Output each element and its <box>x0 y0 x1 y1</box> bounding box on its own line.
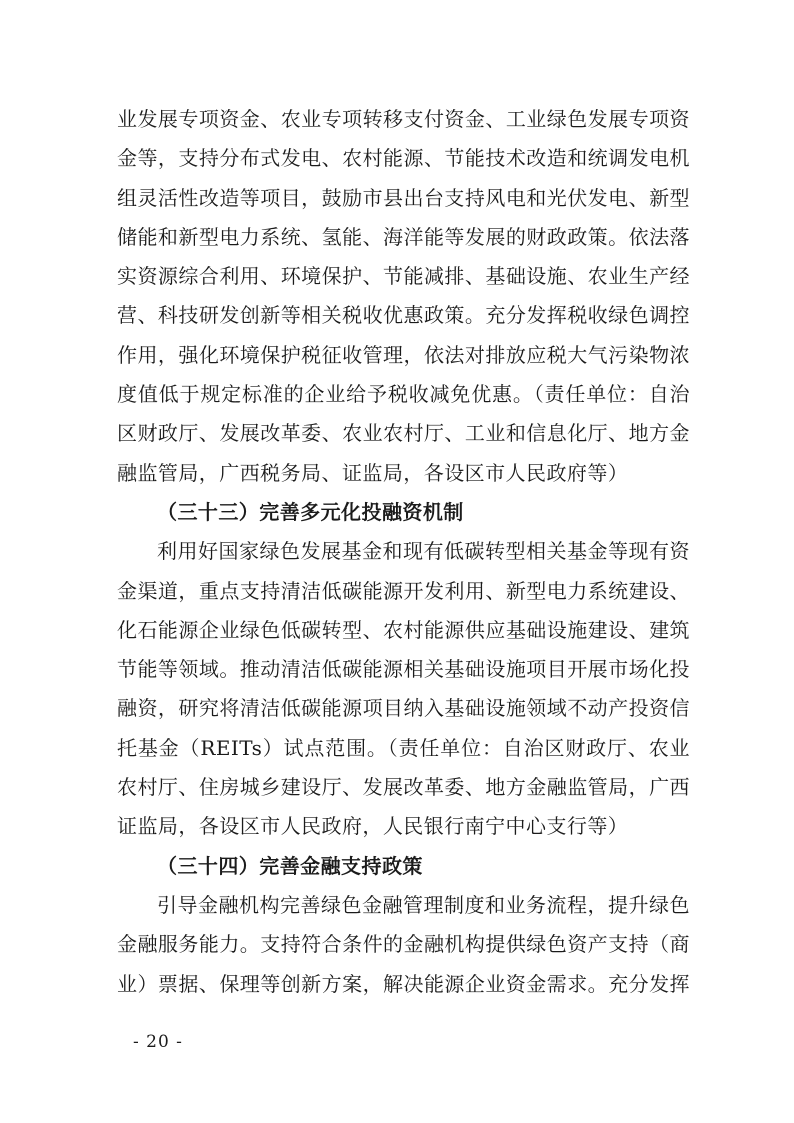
text-line: 化石能源企业绿色低碳转型、农村能源供应基础设施建设、建筑 <box>117 617 690 642</box>
text-line: 业发展专项资金、农业专项转移支付资金、工业绿色发展专项资 <box>117 107 690 131</box>
paragraph <box>117 886 690 1004</box>
text-line: 实资源综合利用、环境保护、节能减排、基础设施、农业生产经 <box>117 264 690 289</box>
text-line: 利用好国家绿色发展基金和现有低碳转型相关基金等现有资 <box>157 539 690 564</box>
text-line: 农村厅、住房城乡建设厅、发展改革委、地方金融监管局，广西 <box>117 775 690 800</box>
section-heading: （三十四）完善金融支持政策 <box>157 853 423 878</box>
text-line: 金融服务能力。支持符合条件的金融机构提供绿色资产支持（商 <box>117 932 690 957</box>
text-line: 金渠道，重点支持清洁低碳能源开发利用、新型电力系统建设、 <box>117 578 690 603</box>
paragraph <box>117 100 690 493</box>
text-line: 储能和新型电力系统、氢能、海洋能等发展的财政政策。依法落 <box>117 224 690 249</box>
text-line: 组灵活性改造等项目，鼓励市县出台支持风电和光伏发电、新型 <box>117 185 690 210</box>
text-line: 引导金融机构完善绿色金融管理制度和业务流程，提升绿色 <box>157 892 690 917</box>
text-line: 节能等领域。推动清洁低碳能源相关基础设施项目开展市场化投 <box>117 657 690 682</box>
body-text <box>117 100 690 1004</box>
paragraph <box>117 532 690 846</box>
text-line: 证监局，各设区市人民政府，人民银行南宁中心支行等） <box>117 814 629 839</box>
text-line: 区财政厅、发展改革委、农业农村厅、工业和信息化厅、地方金 <box>117 421 690 446</box>
text-line: 营、科技研发创新等相关税收优惠政策。充分发挥税收绿色调控 <box>117 303 690 328</box>
text-line: 融监管局，广西税务局、证监局，各设区市人民政府等） <box>117 460 629 485</box>
text-line: 作用，强化环境保护税征收管理，依法对排放应税大气污染物浓 <box>117 342 690 367</box>
text-line: 业）票据、保理等创新方案，解决能源企业资金需求。充分发挥 <box>117 971 690 996</box>
section-heading: （三十三）完善多元化投融资机制 <box>157 499 464 524</box>
text-line: 金等，支持分布式发电、农村能源、节能技术改造和统调发电机 <box>117 146 690 171</box>
text-line: 度值低于规定标准的企业给予税收减免优惠。（责任单位：自治 <box>117 382 690 407</box>
page-number: - 20 - <box>133 1032 183 1052</box>
text-line: 融资，研究将清洁低碳能源项目纳入基础设施领域不动产投资信 <box>117 696 690 721</box>
text-line: 托基金（REITs）试点范围。（责任单位：自治区财政厅、农业 <box>117 735 690 760</box>
